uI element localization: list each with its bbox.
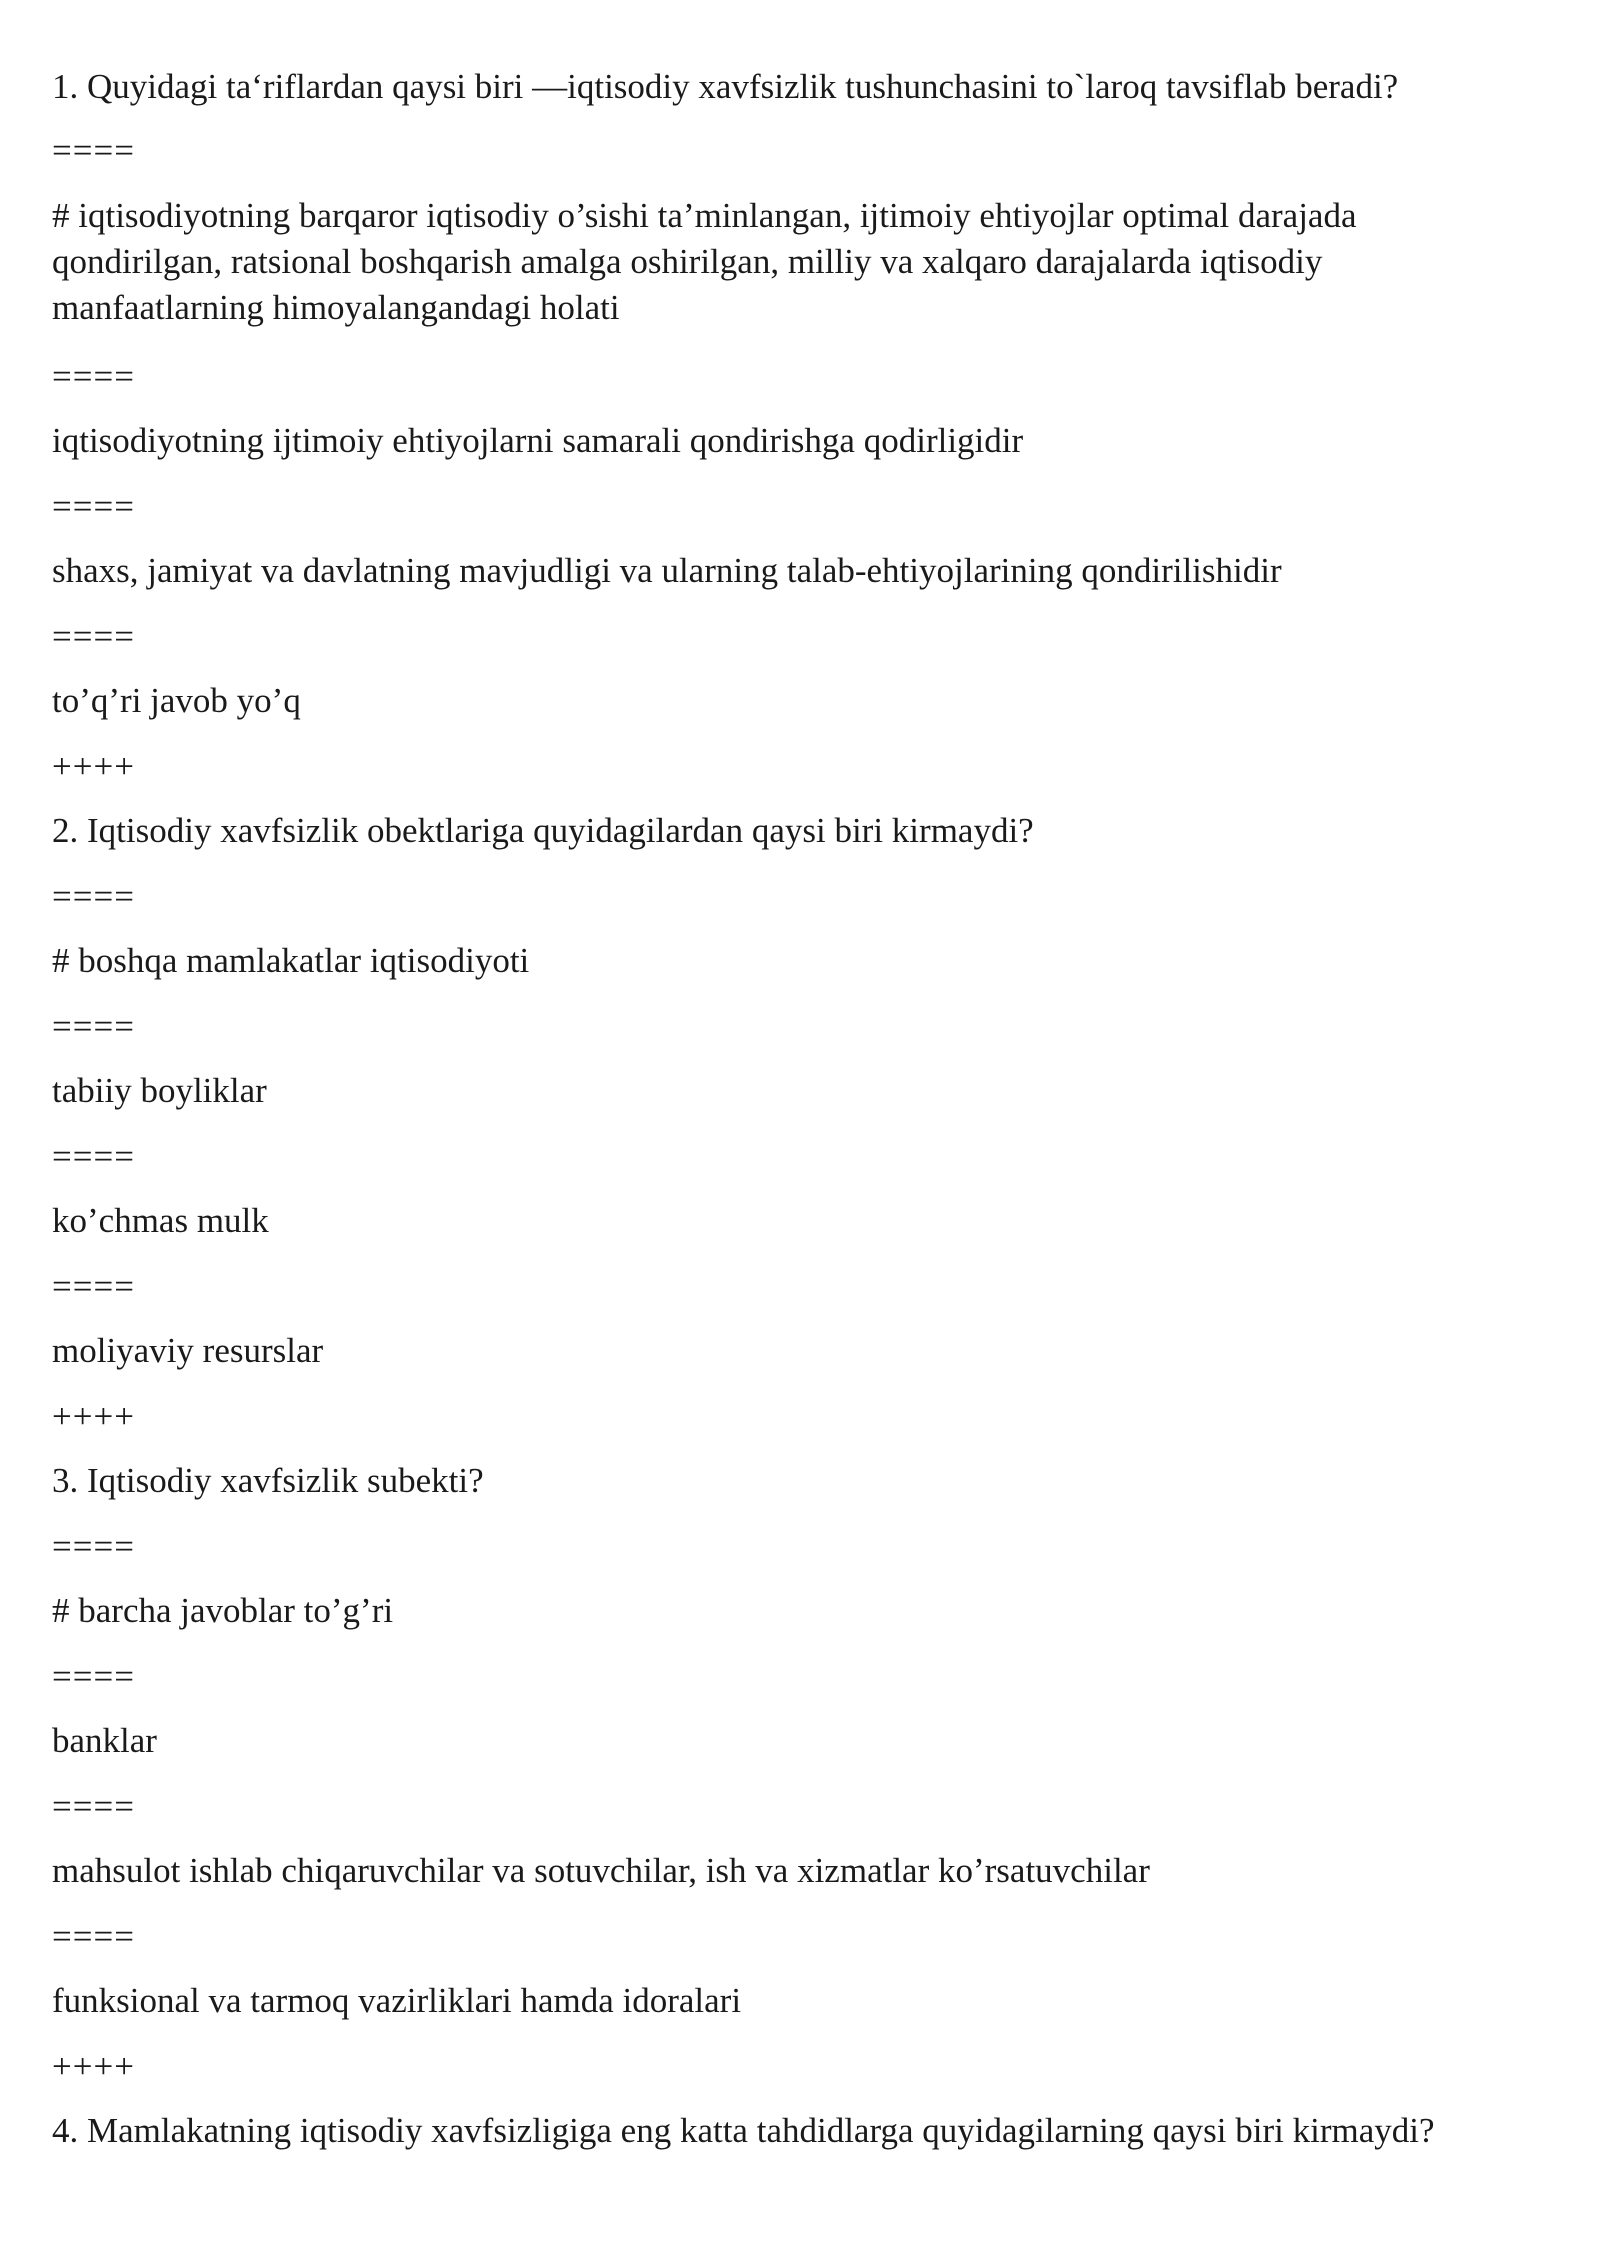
question-1-option-2: iqtisodiyotning ijtimoiy ehtiyojlarni samarali qondirishga qodirligidir	[52, 421, 1024, 460]
option-separator: ====	[52, 1917, 135, 1956]
option-separator: ====	[52, 1007, 135, 1046]
option-separator: ====	[52, 617, 135, 656]
question-separator: ++++	[52, 747, 135, 786]
question-2-option-4: moliyaviy resurslar	[52, 1331, 324, 1370]
option-separator: ====	[52, 487, 135, 526]
option-separator: ====	[52, 877, 135, 916]
option-separator: ====	[52, 1527, 135, 1566]
question-3-option-4: funksional va tarmoq vazirliklari hamda idoralari	[52, 1981, 742, 2020]
question-2: 2. Iqtisodiy xavfsizlik obektlariga quyidagilardan qaysi biri kirmaydi?	[52, 811, 1034, 850]
option-separator: ====	[52, 357, 135, 396]
question-separator: ++++	[52, 2047, 135, 2086]
question-2-option-3: ko’chmas mulk	[52, 1201, 269, 1240]
question-1-option-3: shaxs, jamiyat va davlatning mavjudligi va ularning talab-ehtiyojlarining qondirilishidir	[52, 551, 1282, 590]
question-1: 1. Quyidagi ta‘riflardan qaysi biri —iqtisodiy xavfsizlik tushunchasini to`laroq tavsiflab beradi?	[52, 67, 1399, 106]
question-4: 4. Mamlakatning iqtisodiy xavfsizligiga eng katta tahdidlarga quyidagilarning qaysi biri kirmaydi?	[52, 2111, 1435, 2150]
question-separator: ++++	[52, 1397, 135, 1436]
question-3: 3. Iqtisodiy xavfsizlik subekti?	[52, 1461, 484, 1500]
question-2-option-1-correct: # boshqa mamlakatlar iqtisodiyoti	[52, 941, 530, 980]
question-3-option-3: mahsulot ishlab chiqaruvchilar va sotuvchilar, ish va xizmatlar ko’rsatuvchilar	[52, 1851, 1150, 1890]
option-separator: ====	[52, 1267, 135, 1306]
question-1-option-1-correct: # iqtisodiyotning barqaror iqtisodiy o’sishi ta’minlangan, ijtimoiy ehtiyojlar optimal darajada qondirilgan, ratsional boshqarish amalga oshirilgan, milliy va xalqaro darajalarda iqtisodiy manfaatlarning himoyalangandagi holati	[52, 196, 1357, 327]
option-separator: ====	[52, 131, 135, 170]
question-3-option-1-correct: # barcha javoblar to’g’ri	[52, 1591, 394, 1630]
question-1-option-4: to’q’ri javob yo’q	[52, 681, 301, 720]
question-3-option-2: banklar	[52, 1721, 157, 1760]
option-separator: ====	[52, 1787, 135, 1826]
option-separator: ====	[52, 1137, 135, 1176]
question-2-option-2: tabiiy boyliklar	[52, 1071, 267, 1110]
option-separator: ====	[52, 1657, 135, 1696]
